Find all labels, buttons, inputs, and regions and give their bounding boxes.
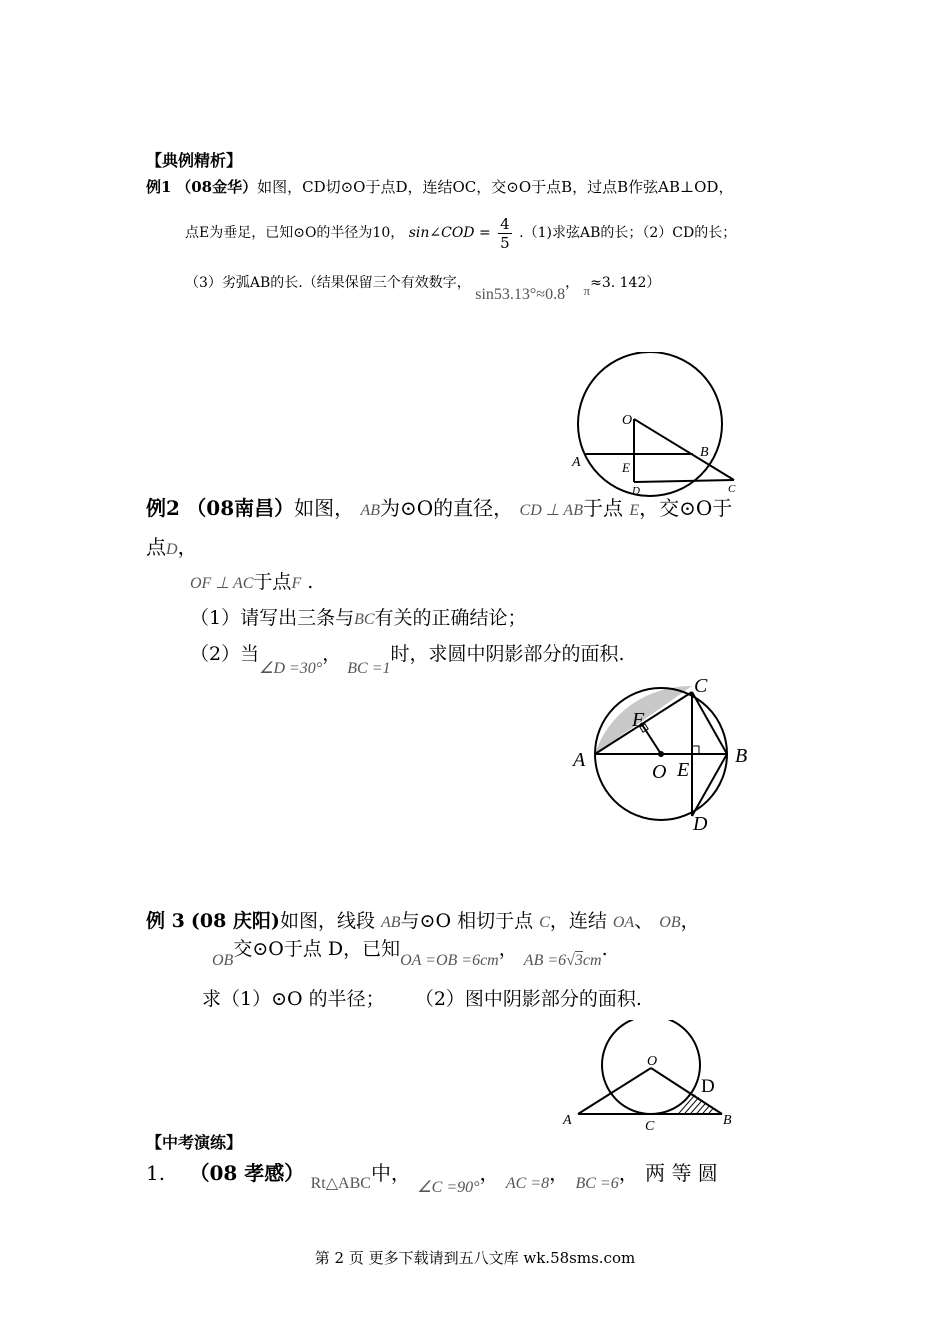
example1-comma: ， — [565, 275, 580, 291]
example3-source: (08 庆阳) — [190, 910, 280, 932]
formula-ab-a: AB =6 — [523, 952, 567, 969]
var-f: F — [291, 575, 302, 592]
formula-angle-c: ∠C =90° — [417, 1179, 480, 1196]
var-ab: AB — [360, 502, 381, 519]
problem1-source: （08 孝感） — [189, 1161, 305, 1185]
example3-line1 — [146, 906, 700, 933]
example1-sin-formula: sin∠COD = — [408, 225, 491, 241]
formula-rt-abc: Rt△ABC — [310, 1175, 371, 1192]
example1-source: （08金华） — [176, 178, 258, 196]
example1-text2a: 点E为垂足，已知⊙O的半径为10， — [185, 225, 405, 241]
example3-text-a: 如图，线段 — [279, 910, 375, 932]
example2-text-a: 如图， — [294, 496, 355, 520]
q2-comma: ， — [322, 643, 342, 665]
problem1-number: 1. — [146, 1161, 166, 1185]
label-a: A — [572, 455, 581, 470]
example3-question: 求（1）⊙O 的半径； （2）图中阴影部分的面积. — [202, 988, 642, 1010]
label-d: D — [693, 813, 708, 835]
segment-oa — [578, 1068, 651, 1114]
example2-line2-text: 点 — [146, 535, 166, 559]
label-b: B — [735, 745, 748, 767]
label-e: E — [677, 759, 690, 781]
problem1-comma1: ， — [479, 1161, 500, 1185]
var-ob: OB — [659, 914, 681, 931]
example1-sin-approx: sin53.13°≈0.8 — [475, 286, 566, 303]
var-c: C — [539, 914, 550, 931]
example1-line1 — [146, 176, 733, 197]
example2-line3 — [190, 567, 313, 594]
label-c: C — [728, 483, 736, 495]
label-f: F — [632, 709, 645, 731]
example3-text-b: 与⊙O 相切于点 — [400, 910, 534, 932]
example3-text-c: ，连结 — [549, 910, 607, 932]
label-a: A — [573, 749, 586, 771]
right-angle-mark-e — [692, 746, 699, 754]
label-o: O — [622, 413, 633, 428]
label-d: D — [701, 1076, 715, 1097]
label-b: B — [723, 1113, 732, 1128]
problem1-text-a: 中， — [370, 1161, 411, 1185]
example2-line2 — [146, 531, 198, 560]
label-o: O — [652, 761, 667, 783]
q1-text-a: （1）请写出三条与 — [190, 607, 355, 629]
example2-question2 — [190, 639, 625, 677]
radicand: 3 — [574, 952, 583, 969]
var-e: E — [629, 502, 640, 519]
formula-bc-eq-1: BC =1 — [347, 660, 391, 677]
problem1-text-end: 两 等 圆 — [645, 1161, 718, 1185]
example1-line3 — [185, 272, 661, 303]
example2-line3-text: 于点 — [253, 571, 292, 593]
example1-line2 — [185, 210, 736, 256]
example2-text-c: 于点 — [582, 496, 623, 520]
formula-angle-d: ∠D =30° — [259, 660, 323, 677]
var-d: D — [166, 541, 178, 558]
label-o: O — [647, 1054, 658, 1069]
example3-line2-text: 交⊙O于点 D，已知 — [233, 938, 401, 960]
label-e: E — [622, 460, 630, 475]
var-ob-2: OB — [212, 952, 234, 969]
segment-oc — [634, 419, 734, 480]
example1-pi-value: ≈3. 142） — [590, 275, 661, 291]
example1-figure — [560, 352, 750, 497]
var-oa: OA — [612, 914, 635, 931]
problem1-line — [146, 1157, 718, 1196]
example2-line3-period: . — [307, 571, 314, 593]
example1-text2b: .（1)求弦AB的长；（2）CD的长； — [519, 225, 737, 241]
example1-text1: 如图，CD切⊙O于点D，连结OC，交⊙O于点B，过点B作弦AB⊥OD， — [257, 178, 734, 196]
problem1-comma3: ， — [618, 1161, 639, 1185]
formula-ab-unit: cm — [582, 952, 602, 969]
example2-text-b: 为⊙O的直径， — [380, 496, 514, 520]
example3-text-d: 、 — [634, 910, 654, 932]
example3-figure — [555, 1020, 745, 1135]
problem1-comma2: ， — [549, 1161, 570, 1185]
label-a: A — [563, 1113, 572, 1128]
label-b: B — [700, 445, 709, 460]
center-dot — [658, 751, 664, 757]
formula-of-perp-ac: OF ⊥ AC — [190, 575, 254, 592]
fraction-numerator: 4 — [500, 214, 510, 233]
example2-label: 例2 — [146, 496, 180, 520]
label-c: C — [645, 1119, 655, 1134]
tangent-cd — [634, 480, 734, 482]
formula-ab: AB =6√3cm — [523, 952, 602, 969]
formula-bc: BC =6 — [575, 1175, 619, 1192]
example2-line1 — [146, 492, 732, 521]
section-title-practice: 【中考演练】 — [146, 1133, 243, 1152]
example3-text-e: ， — [680, 910, 700, 932]
example3-line2 — [212, 934, 608, 969]
var-ab: AB — [381, 914, 401, 931]
circle-o — [578, 352, 722, 496]
q1-text-b: 有关的正确结论； — [374, 607, 527, 629]
q2-text-a: （2）当 — [190, 643, 260, 665]
formula-ac: AC =8 — [505, 1175, 550, 1192]
example2-figure — [565, 668, 765, 840]
example2-line2-comma: ， — [177, 535, 198, 559]
page-footer: 第 2 页 更多下载请到五八文库 wk.58sms.com — [314, 1249, 636, 1267]
label-d: D — [632, 485, 640, 497]
label-c: C — [694, 675, 708, 697]
example1-fraction — [498, 215, 512, 252]
example1-label: 例1 — [146, 178, 172, 196]
section-title-examples: 【典例精析】 — [146, 151, 243, 170]
formula-oa-ob: OA =OB =6cm — [400, 952, 499, 969]
example2-text-d: ，交⊙O于 — [639, 496, 733, 520]
formula-cd-perp-ab: CD ⊥ AB — [519, 502, 583, 519]
pi-symbol: π — [583, 283, 591, 298]
example3-comma: ， — [498, 938, 518, 960]
chord-bd — [692, 754, 727, 816]
example2-question1 — [190, 603, 527, 630]
q2-text-b: 时，求圆中阴影部分的面积. — [390, 643, 625, 665]
example2-source: （08南昌） — [186, 496, 295, 520]
var-bc: BC — [354, 611, 375, 628]
example1-text3a: （3）劣弧AB的长.（结果保留三个有效数字， — [185, 275, 471, 291]
fraction-denominator: 5 — [500, 233, 510, 252]
example3-period: . — [601, 938, 608, 960]
hatched-region — [667, 1088, 731, 1120]
chord-bc — [692, 692, 727, 754]
example3-label: 例 3 — [146, 910, 185, 932]
